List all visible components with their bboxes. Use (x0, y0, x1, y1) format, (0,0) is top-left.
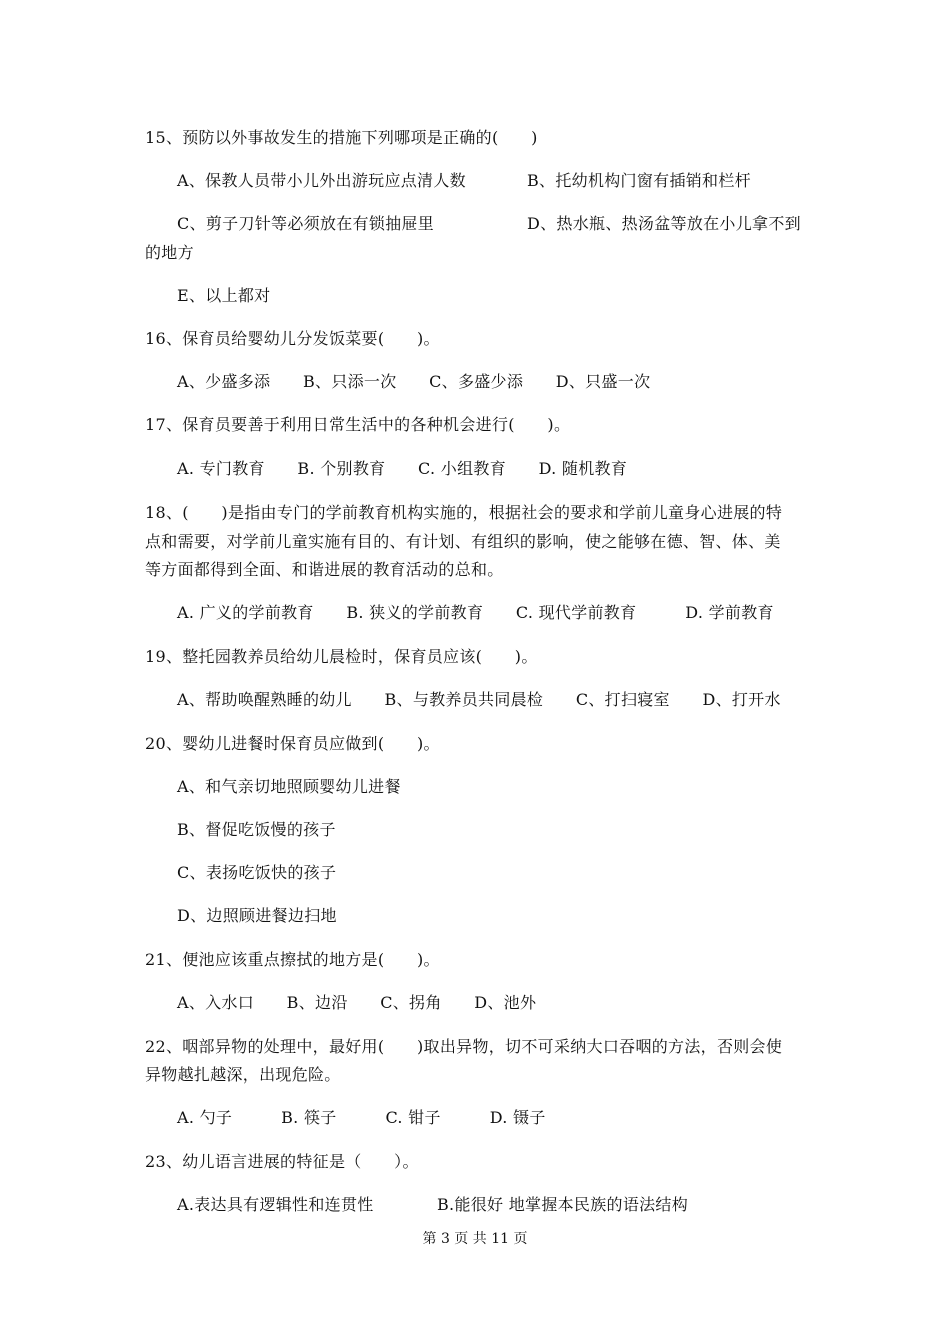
options-18: A. 广义的学前教育 B. 狭义的学前教育 C. 现代学前教育 D. 学前教育 (177, 603, 774, 622)
options-16: A、少盛多添 B、只添一次 C、多盛少添 D、只盛一次 (177, 372, 651, 391)
option-15e: E、以上都对 (177, 286, 271, 305)
question-22-line1: 22、咽部异物的处理中，最好用( )取出异物，切不可采纳大口吞咽的方法，否则会使 (145, 1037, 783, 1056)
option-15d-cont: 的地方 (145, 243, 194, 262)
options-22: A. 勺子 B. 筷子 C. 钳子 D. 镊子 (177, 1108, 546, 1127)
question-19: 19、整托园教养员给幼儿晨检时，保育员应该( )。 (145, 647, 538, 666)
option-15d: D、热水瓶、热汤盆等放在小儿拿不到 (527, 214, 801, 233)
options-17: A. 专门教育 B. 个别教育 C. 小组教育 D. 随机教育 (177, 459, 628, 478)
option-23a: A.表达具有逻辑性和连贯性 (177, 1195, 374, 1214)
question-22-line2: 异物越扎越深，出现危险。 (145, 1065, 341, 1084)
question-21: 21、便池应该重点擦拭的地方是( )。 (145, 950, 440, 969)
option-15a: A、保教人员带小儿外出游玩应点清人数 (177, 171, 466, 190)
question-16: 16、保育员给婴幼儿分发饭菜要( )。 (145, 329, 440, 348)
question-20: 20、婴幼儿进餐时保育员应做到( )。 (145, 734, 440, 753)
question-18-line1: 18、( )是指由专门的学前教育机构实施的，根据社会的要求和学前儿童身心进展的特 (145, 503, 783, 522)
question-17: 17、保育员要善于利用日常生活中的各种机会进行( )。 (145, 415, 571, 434)
options-21: A、入水口 B、边沿 C、拐角 D、池外 (177, 993, 537, 1012)
option-20b: B、督促吃饭慢的孩子 (177, 820, 336, 839)
question-23: 23、幼儿语言进展的特征是（ ）。 (145, 1152, 419, 1171)
page-footer: 第 3 页 共 11 页 (422, 1231, 528, 1247)
option-15b: B、托幼机构门窗有插销和栏杆 (527, 171, 751, 190)
question-18-line2: 点和需要，对学前儿童实施有目的、有计划、有组织的影响，使之能够在德、智、体、美 (145, 532, 781, 551)
question-18-line3: 等方面都得到全面、和谐进展的教育活动的总和。 (145, 560, 504, 579)
option-23b: B.能很好 地掌握本民族的语法结构 (437, 1195, 689, 1214)
option-15c: C、剪子刀针等必须放在有锁抽屉里 (177, 214, 435, 233)
option-20a: A、和气亲切地照顾婴幼儿进餐 (177, 777, 401, 796)
options-19: A、帮助唤醒熟睡的幼儿 B、与教养员共同晨检 C、打扫寝室 D、打开水 (177, 690, 781, 709)
option-20c: C、表扬吃饭快的孩子 (177, 863, 337, 882)
option-20d: D、边照顾进餐边扫地 (177, 906, 337, 925)
question-15: 15、预防以外事故发生的措施下列哪项是正确的( ) (145, 128, 538, 147)
